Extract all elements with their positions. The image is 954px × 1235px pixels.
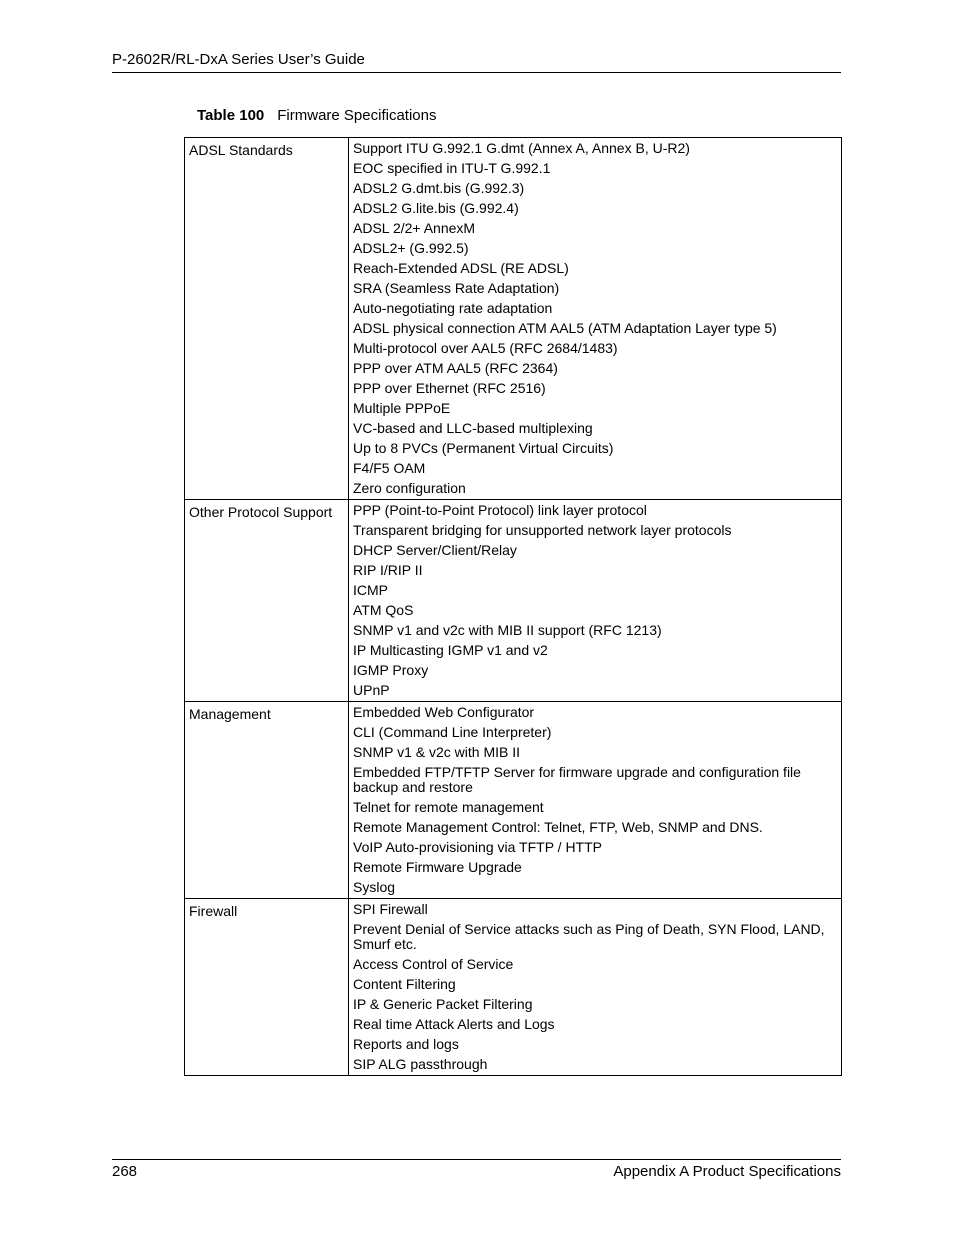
feature-item: Multi-protocol over AAL5 (RFC 2684/1483) — [353, 340, 618, 356]
feature-item: CLI (Command Line Interpreter) — [353, 724, 552, 740]
feature-item: ATM QoS — [353, 602, 414, 618]
feature-item: Content Filtering — [353, 976, 456, 992]
table-row — [185, 702, 842, 899]
table-title: Firmware Specifications — [277, 107, 437, 124]
feature-item: UPnP — [353, 682, 390, 698]
feature-item: Real time Attack Alerts and Logs — [353, 1016, 555, 1032]
feature-item: VC-based and LLC-based multiplexing — [353, 420, 593, 436]
feature-item: Prevent Denial of Service attacks such as Ping of Death, SYN Flood, LAND, Smurf etc. — [353, 921, 825, 952]
features-cell — [349, 500, 842, 702]
page-header — [112, 50, 841, 73]
feature-item: ADSL physical connection ATM AAL5 (ATM Adaptation Layer type 5) — [353, 320, 777, 336]
feature-item: ADSL2+ (G.992.5) — [353, 240, 469, 256]
table-number: Table 100 — [197, 107, 265, 124]
feature-item: SNMP v1 and v2c with MIB II support (RFC 1213) — [353, 622, 662, 638]
feature-item: Multiple PPPoE — [353, 400, 451, 416]
table-body — [185, 138, 842, 1076]
section-title: Appendix A Product Specifications — [613, 1163, 841, 1180]
feature-item: Access Control of Service — [353, 956, 514, 972]
feature-item: Telnet for remote management — [353, 799, 544, 815]
feature-item: Up to 8 PVCs (Permanent Virtual Circuits) — [353, 440, 614, 456]
feature-item: PPP (Point-to-Point Protocol) link layer protocol — [353, 502, 647, 518]
feature-item: IP & Generic Packet Filtering — [353, 996, 533, 1012]
table-row — [185, 899, 842, 1076]
table-row — [185, 500, 842, 702]
feature-item: Reach-Extended ADSL (RE ADSL) — [353, 260, 569, 276]
feature-item: Auto-negotiating rate adaptation — [353, 300, 553, 316]
category-cell: Management — [185, 702, 349, 899]
feature-item: IP Multicasting IGMP v1 and v2 — [353, 642, 548, 658]
feature-item: EOC specified in ITU-T G.992.1 — [353, 160, 551, 176]
feature-item: Reports and logs — [353, 1036, 459, 1052]
feature-item: Embedded FTP/TFTP Server for firmware upgrade and configuration file backup and restore — [353, 764, 801, 795]
category-cell: Firewall — [185, 899, 349, 1076]
feature-item: Zero configuration — [353, 480, 466, 496]
feature-item: ADSL 2/2+ AnnexM — [353, 220, 476, 236]
features-cell — [349, 702, 842, 899]
feature-item: Transparent bridging for unsupported network layer protocols — [353, 522, 732, 538]
category-cell: ADSL Standards — [185, 138, 349, 500]
page-number: 268 — [112, 1163, 138, 1180]
features-cell — [349, 899, 842, 1076]
feature-item: ADSL2 G.lite.bis (G.992.4) — [353, 200, 519, 216]
feature-item: PPP over Ethernet (RFC 2516) — [353, 380, 546, 396]
feature-item: ADSL2 G.dmt.bis (G.992.3) — [353, 180, 525, 196]
feature-item: Remote Firmware Upgrade — [353, 859, 522, 875]
feature-item: DHCP Server/Client/Relay — [353, 542, 517, 558]
feature-item: Support ITU G.992.1 G.dmt (Annex A, Annex B, U-R2) — [353, 140, 690, 156]
feature-item: RIP I/RIP II — [353, 562, 423, 578]
feature-item: Syslog — [353, 879, 396, 895]
feature-item: SRA (Seamless Rate Adaptation) — [353, 280, 560, 296]
feature-item: IGMP Proxy — [353, 662, 429, 678]
table-row — [185, 138, 842, 500]
feature-item: PPP over ATM AAL5 (RFC 2364) — [353, 360, 558, 376]
features-cell — [349, 138, 842, 500]
feature-item: Embedded Web Configurator — [353, 704, 535, 720]
page-footer — [112, 1159, 841, 1182]
feature-item: SIP ALG passthrough — [353, 1056, 488, 1072]
guide-title: P-2602R/RL-DxA Series User’s Guide — [112, 51, 365, 68]
feature-item: VoIP Auto-provisioning via TFTP / HTTP — [353, 839, 602, 855]
feature-item: F4/F5 OAM — [353, 460, 426, 476]
feature-item: SPI Firewall — [353, 901, 428, 917]
feature-item: Remote Management Control: Telnet, FTP, Web, SNMP and DNS. — [353, 819, 763, 835]
category-cell: Other Protocol Support — [185, 500, 349, 702]
table-caption — [197, 106, 436, 126]
firmware-specifications-table — [184, 137, 842, 1076]
feature-item: ICMP — [353, 582, 388, 598]
feature-item: SNMP v1 & v2c with MIB II — [353, 744, 521, 760]
